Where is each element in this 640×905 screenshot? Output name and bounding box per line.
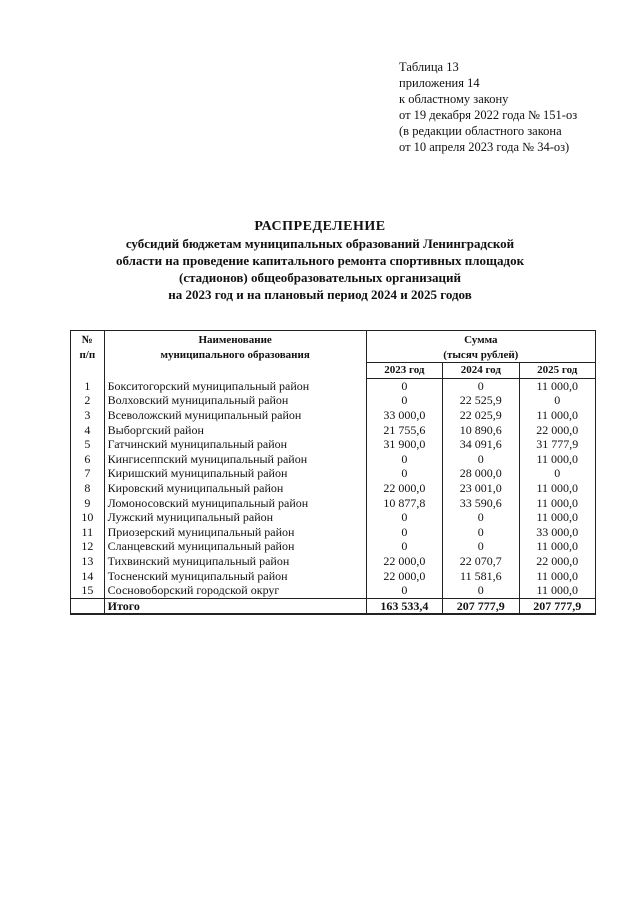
total-label: Итого xyxy=(104,598,366,614)
row-2024: 22 025,9 xyxy=(443,408,519,423)
header-num xyxy=(71,331,105,379)
total-2023: 163 533,4 xyxy=(366,598,442,614)
row-2023: 0 xyxy=(366,393,442,408)
row-2024: 0 xyxy=(443,452,519,467)
row-num: 3 xyxy=(71,408,105,423)
row-2025: 11 000,0 xyxy=(519,408,595,423)
distribution-table xyxy=(70,330,596,615)
row-2023: 22 000,0 xyxy=(366,481,442,496)
row-2023: 0 xyxy=(366,466,442,481)
row-num: 11 xyxy=(71,525,105,540)
row-2024: 0 xyxy=(443,583,519,598)
row-2023: 0 xyxy=(366,378,442,393)
row-2025: 11 000,0 xyxy=(519,510,595,525)
title-line: (стадионов) общеобразовательных организаций xyxy=(179,270,461,285)
note-line: от 10 апреля 2023 года № 34-оз) xyxy=(399,140,570,154)
table-row xyxy=(71,510,596,525)
note-line: к областному закону xyxy=(399,92,509,106)
row-2024: 23 001,0 xyxy=(443,481,519,496)
row-num: 5 xyxy=(71,437,105,452)
row-2025: 31 777,9 xyxy=(519,437,595,452)
row-2024: 34 091,6 xyxy=(443,437,519,452)
row-2023: 21 755,6 xyxy=(366,423,442,438)
row-2023: 0 xyxy=(366,452,442,467)
total-2024: 207 777,9 xyxy=(443,598,519,614)
row-2025: 11 000,0 xyxy=(519,569,595,584)
row-2025: 11 000,0 xyxy=(519,496,595,511)
row-num: 13 xyxy=(71,554,105,569)
header-year-2023: 2023 год xyxy=(366,363,442,379)
total-2025: 207 777,9 xyxy=(519,598,595,614)
header-name-line1: Наименование xyxy=(198,334,272,346)
row-name: Лужский муниципальный район xyxy=(104,510,366,525)
row-2024: 22 070,7 xyxy=(443,554,519,569)
row-2024: 33 590,6 xyxy=(443,496,519,511)
row-2025: 11 000,0 xyxy=(519,481,595,496)
header-num-line1: № xyxy=(81,334,93,346)
note-line: приложения 14 xyxy=(399,76,480,90)
row-name: Тосненский муниципальный район xyxy=(104,569,366,584)
row-name: Гатчинский муниципальный район xyxy=(104,437,366,452)
table-row xyxy=(71,525,596,540)
header-sum xyxy=(366,331,595,363)
total-num xyxy=(71,598,105,614)
header-sum-line2: (тысяч рублей) xyxy=(443,348,519,361)
row-2023: 0 xyxy=(366,510,442,525)
row-2023: 33 000,0 xyxy=(366,408,442,423)
row-num: 7 xyxy=(71,466,105,481)
title-line: на 2023 год и на плановый период 2024 и 2025 годов xyxy=(168,287,472,302)
row-2025: 11 000,0 xyxy=(519,583,595,598)
note-line: (в редакции областного закона xyxy=(399,124,562,138)
table-row xyxy=(71,393,596,408)
row-2024: 10 890,6 xyxy=(443,423,519,438)
header-year-2024: 2024 год xyxy=(443,363,519,379)
row-name: Кировский муниципальный район xyxy=(104,481,366,496)
appendix-note xyxy=(399,59,577,155)
row-num: 9 xyxy=(71,496,105,511)
document-title xyxy=(60,218,580,303)
note-line: от 19 декабря 2022 года № 151-оз xyxy=(399,108,578,122)
table-row xyxy=(71,554,596,569)
row-2024: 0 xyxy=(443,510,519,525)
row-2025: 22 000,0 xyxy=(519,554,595,569)
row-2024: 11 581,6 xyxy=(443,569,519,584)
table-row xyxy=(71,496,596,511)
row-2024: 22 525,9 xyxy=(443,393,519,408)
row-name: Выборгский район xyxy=(104,423,366,438)
row-2025: 33 000,0 xyxy=(519,525,595,540)
header-num-line2: п/п xyxy=(79,348,96,361)
table-row xyxy=(71,539,596,554)
row-num: 12 xyxy=(71,539,105,554)
row-name: Сланцевский муниципальный район xyxy=(104,539,366,554)
header-name-line2: муниципального образования xyxy=(160,348,310,361)
row-2023: 0 xyxy=(366,525,442,540)
table-row xyxy=(71,466,596,481)
row-name: Бокситогорский муниципальный район xyxy=(104,378,366,393)
row-2024: 28 000,0 xyxy=(443,466,519,481)
note-line: Таблица 13 xyxy=(399,60,459,74)
row-name: Киришский муниципальный район xyxy=(104,466,366,481)
table-row xyxy=(71,378,596,393)
row-num: 1 xyxy=(71,378,105,393)
row-2025: 11 000,0 xyxy=(519,539,595,554)
row-name: Волховский муниципальный район xyxy=(104,393,366,408)
row-name: Ломоносовский муниципальный район xyxy=(104,496,366,511)
title-main: РАСПРЕДЕЛЕНИЕ xyxy=(254,219,386,234)
table-row xyxy=(71,481,596,496)
row-2024: 0 xyxy=(443,378,519,393)
row-2025: 0 xyxy=(519,466,595,481)
row-name: Приозерский муниципальный район xyxy=(104,525,366,540)
row-2025: 22 000,0 xyxy=(519,423,595,438)
row-name: Тихвинский муниципальный район xyxy=(104,554,366,569)
row-num: 4 xyxy=(71,423,105,438)
row-2023: 31 900,0 xyxy=(366,437,442,452)
row-num: 8 xyxy=(71,481,105,496)
table-row xyxy=(71,583,596,598)
row-2025: 11 000,0 xyxy=(519,378,595,393)
row-num: 10 xyxy=(71,510,105,525)
table-row xyxy=(71,423,596,438)
row-name: Сосновоборский городской округ xyxy=(104,583,366,598)
table-row xyxy=(71,408,596,423)
row-num: 14 xyxy=(71,569,105,584)
title-line: области на проведение капитального ремонта спортивных площадок xyxy=(115,253,525,268)
table-row xyxy=(71,437,596,452)
row-2023: 0 xyxy=(366,583,442,598)
total-row xyxy=(71,598,596,614)
row-name: Всеволожский муниципальный район xyxy=(104,408,366,423)
row-2024: 0 xyxy=(443,539,519,554)
title-line: субсидий бюджетам муниципальных образований Ленинградской xyxy=(125,236,515,251)
header-sum-line1: Сумма xyxy=(464,334,498,346)
row-name: Кингисеппский муниципальный район xyxy=(104,452,366,467)
row-num: 2 xyxy=(71,393,105,408)
row-num: 15 xyxy=(71,583,105,598)
row-2025: 0 xyxy=(519,393,595,408)
row-2023: 22 000,0 xyxy=(366,554,442,569)
table-row xyxy=(71,452,596,467)
header-year-2025: 2025 год xyxy=(519,363,595,379)
header-name xyxy=(104,331,366,379)
row-2024: 0 xyxy=(443,525,519,540)
table-row xyxy=(71,569,596,584)
row-2023: 10 877,8 xyxy=(366,496,442,511)
row-2023: 0 xyxy=(366,539,442,554)
row-2023: 22 000,0 xyxy=(366,569,442,584)
row-2025: 11 000,0 xyxy=(519,452,595,467)
row-num: 6 xyxy=(71,452,105,467)
